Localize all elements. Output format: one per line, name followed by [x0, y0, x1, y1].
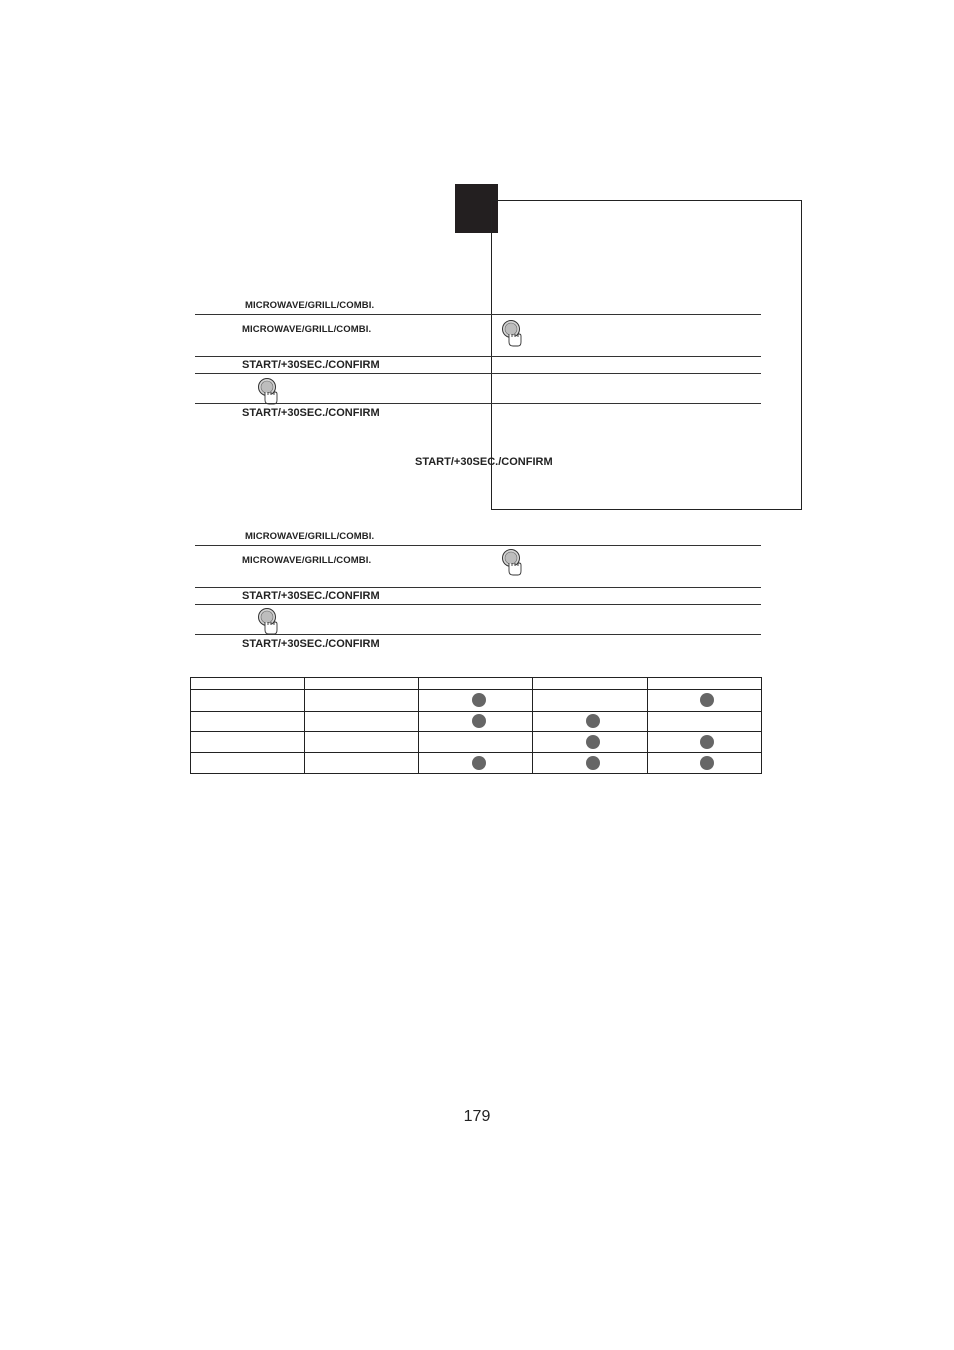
step-start-key-label: START/+30SEC./CONFIRM	[242, 590, 380, 602]
dial-knob-icon	[500, 547, 524, 577]
page-number: 179	[463, 1108, 491, 1125]
indicator-dot	[700, 756, 714, 770]
step-divider	[195, 356, 761, 357]
step-start-key-label: START/+30SEC./CONFIRM	[242, 407, 380, 419]
dial-knob-icon	[256, 376, 280, 406]
step-divider	[195, 373, 761, 374]
table-row-line	[190, 752, 762, 753]
table-row-line	[190, 731, 762, 732]
step-mode-key-label: MICROWAVE/GRILL/COMBI.	[245, 300, 375, 311]
step-mode-key-label: MICROWAVE/GRILL/COMBI.	[245, 531, 375, 542]
indicator-dot	[586, 714, 600, 728]
step-start-key-label: START/+30SEC./CONFIRM	[242, 359, 380, 371]
table-row-line	[190, 689, 762, 690]
dial-knob-icon	[500, 318, 524, 348]
dial-knob-icon	[256, 606, 280, 636]
indicator-dot	[586, 756, 600, 770]
indicator-dot	[472, 693, 486, 707]
step-divider	[195, 587, 761, 588]
step-start-key-label: START/+30SEC./CONFIRM	[242, 638, 380, 650]
step-divider	[195, 545, 761, 546]
indicator-dot	[472, 756, 486, 770]
step-divider	[195, 403, 761, 404]
table-row-line	[190, 711, 762, 712]
indicator-dot	[472, 714, 486, 728]
table-col-line	[304, 677, 305, 774]
table-col-line	[647, 677, 648, 774]
indicator-dot	[700, 735, 714, 749]
step-divider	[195, 604, 761, 605]
table-col-line	[418, 677, 419, 774]
indicator-dot	[700, 693, 714, 707]
step-mode-key-label: MICROWAVE/GRILL/COMBI.	[242, 324, 372, 335]
indicator-dot	[586, 735, 600, 749]
step-mode-key-label: MICROWAVE/GRILL/COMBI.	[242, 555, 372, 566]
step-divider	[195, 314, 761, 315]
step-divider	[195, 634, 761, 635]
inline-start-key-label: START/+30SEC./CONFIRM	[415, 456, 553, 468]
table-col-line	[532, 677, 533, 774]
